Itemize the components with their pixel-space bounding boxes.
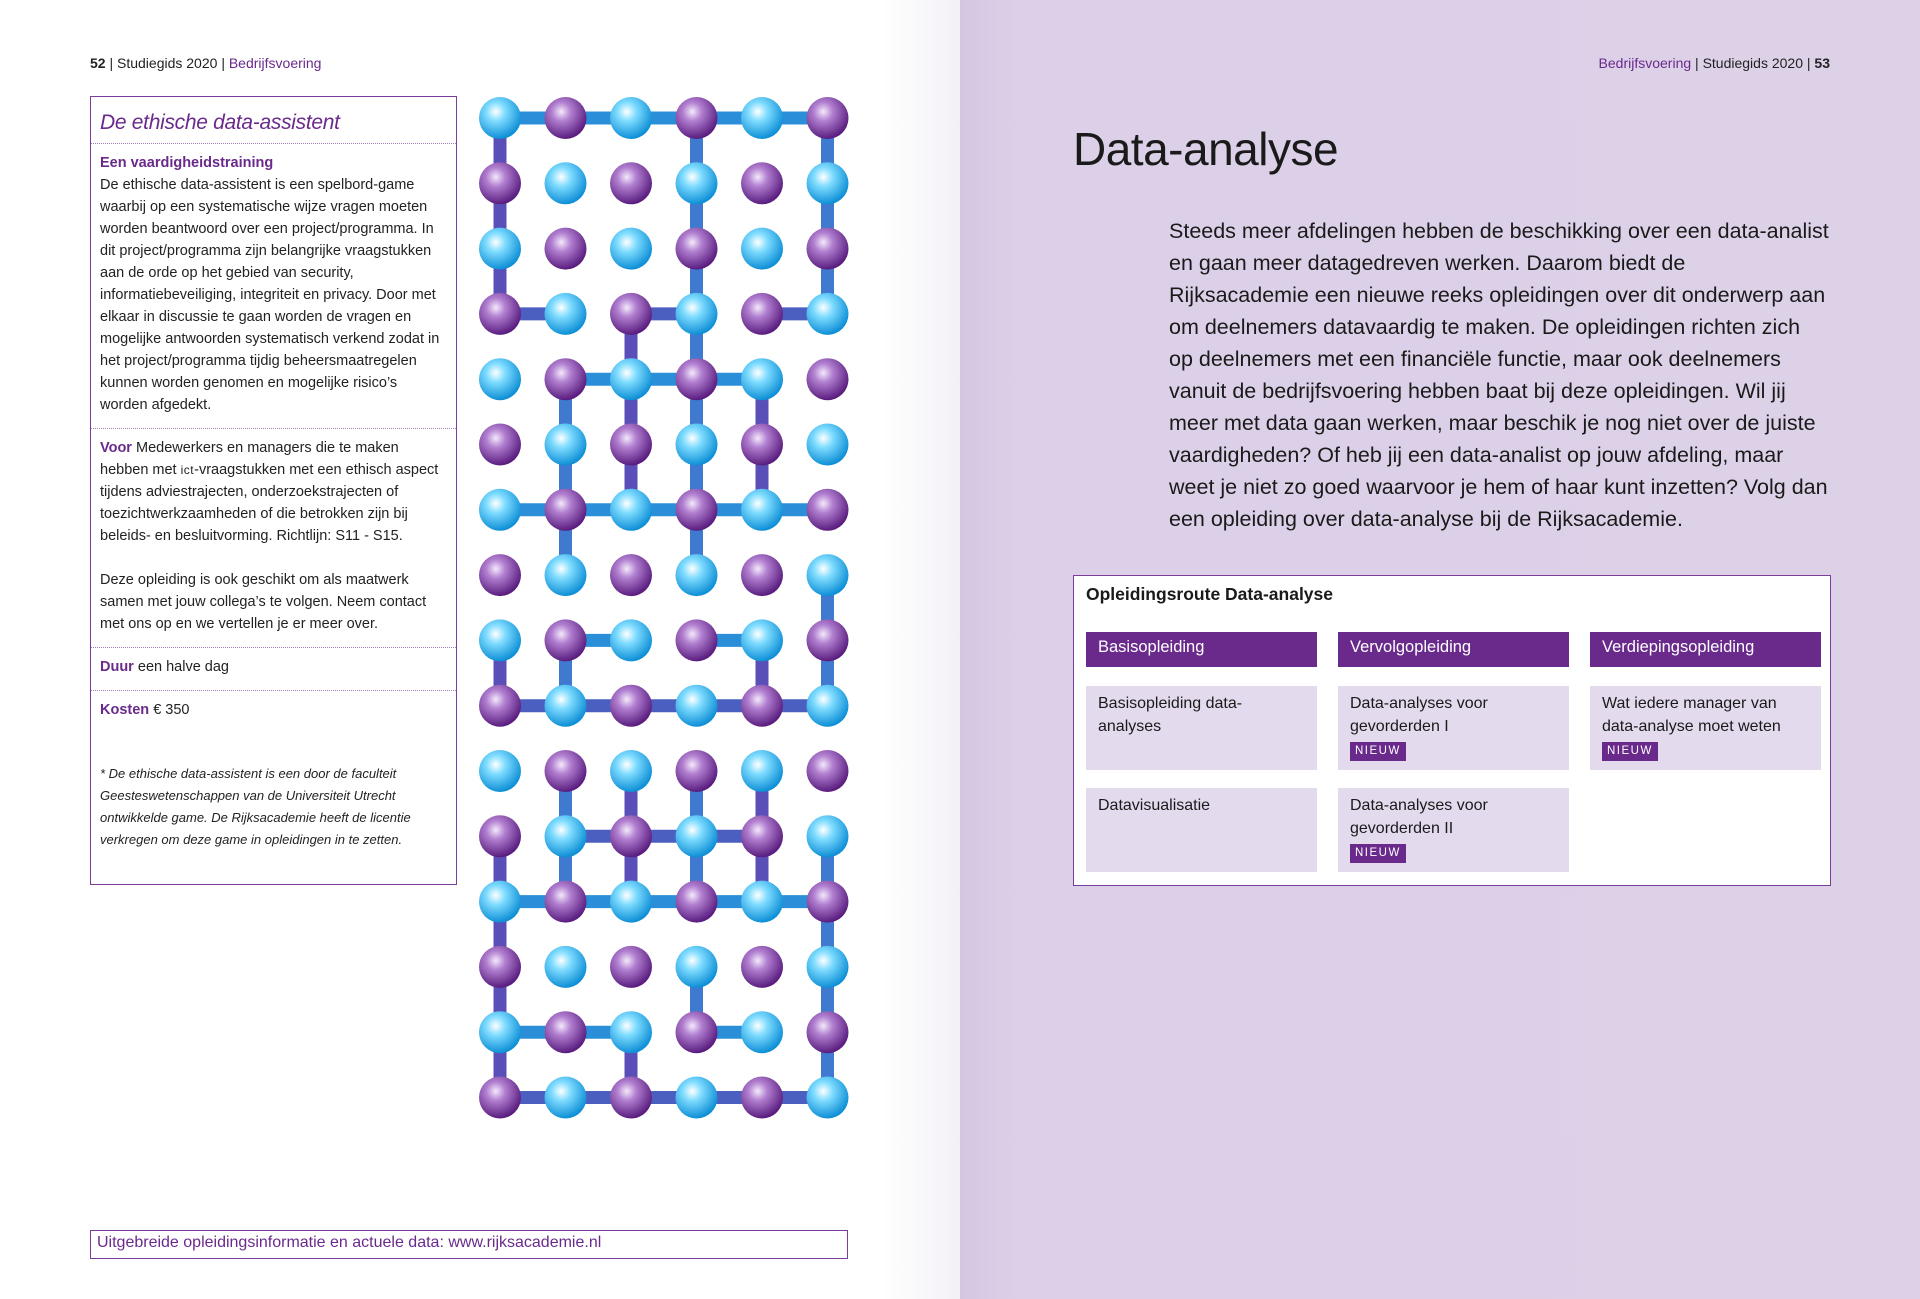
molecule-node (676, 228, 718, 270)
molecule-node (807, 1077, 849, 1119)
new-badge: NIEUW (1602, 742, 1658, 761)
new-badge: NIEUW (1350, 844, 1406, 863)
molecule-node (545, 554, 587, 596)
molecule-node (741, 554, 783, 596)
molecule-node (676, 1077, 718, 1119)
page-number: 53 (1814, 55, 1830, 71)
molecule-node (610, 293, 652, 335)
molecule-node (610, 228, 652, 270)
folio-left: 52 | Studiegids 2020 | Bedrijfsvoering (90, 55, 322, 71)
molecule-node (676, 1011, 718, 1053)
molecule-node (545, 228, 587, 270)
molecule-node (807, 815, 849, 857)
folio-book: Studiegids 2020 (1702, 55, 1803, 71)
molecule-node (741, 750, 783, 792)
course-duration (91, 648, 456, 691)
molecule-node (807, 1011, 849, 1053)
voor-ict: ict (180, 463, 195, 477)
molecule-node (479, 554, 521, 596)
route-title: Opleidingsroute Data-analyse (1086, 584, 1334, 604)
molecule-node (741, 358, 783, 400)
molecule-node (479, 685, 521, 727)
molecule-node (545, 881, 587, 923)
course-subtitle: Een vaardigheidstraining (100, 155, 274, 171)
molecule-node (807, 619, 849, 661)
voor-text-2: -vraagstukken met een ethisch aspect tijdens adviestrajecten, onderzoekstrajecten of toezichtwerkzaamheden of die betrokken zijn bij beleids- en besluitvorming. Richtlijn: S11 - S15. (100, 462, 439, 544)
molecule-node (545, 750, 587, 792)
molecule-node (479, 881, 521, 923)
website-info-bar: Uitgebreide opleidingsinformatie en actuele data: www.rijksacademie.nl (90, 1230, 848, 1259)
molecule-node (479, 162, 521, 204)
molecule-node (545, 424, 587, 466)
kosten-value: € 350 (153, 702, 190, 718)
molecule-node (676, 358, 718, 400)
voor-label: Voor (100, 440, 132, 456)
route-cell-label: Basisopleiding data-analyses (1098, 695, 1243, 735)
molecule-node (676, 946, 718, 988)
molecule-node (610, 685, 652, 727)
molecule-node (741, 424, 783, 466)
molecule-node (610, 489, 652, 531)
molecule-node (807, 228, 849, 270)
molecule-node (741, 881, 783, 923)
molecule-node (741, 946, 783, 988)
molecule-node (676, 424, 718, 466)
molecule-node (807, 881, 849, 923)
voor-text-1: Medewerkers en managers die te maken hebben met (100, 440, 399, 478)
molecule-node (676, 489, 718, 531)
molecule-node (610, 554, 652, 596)
molecule-node (479, 228, 521, 270)
folio-right: Bedrijfsvoering | Studiegids 2020 | 53 (1598, 55, 1830, 71)
molecule-node (479, 1077, 521, 1119)
folio-section: Bedrijfsvoering (228, 55, 322, 71)
route-cell-label: Wat iedere manager van data-analyse moet weten (1602, 695, 1781, 735)
molecule-node (610, 358, 652, 400)
route-cell-label: Data-analyses voor gevorderden II (1350, 797, 1488, 837)
molecule-node (807, 685, 849, 727)
molecule-node (610, 1077, 652, 1119)
molecule-node (676, 815, 718, 857)
molecule-node (807, 750, 849, 792)
molecule-node (807, 293, 849, 335)
molecule-node (676, 162, 718, 204)
molecule-node (807, 162, 849, 204)
molecule-node (545, 358, 587, 400)
route-cell-basis-2[interactable] (1086, 788, 1317, 872)
molecule-node (676, 293, 718, 335)
course-info-box (90, 96, 457, 885)
molecule-node (676, 97, 718, 139)
course-title: De ethische data-assistent (91, 97, 456, 144)
molecule-node (610, 881, 652, 923)
molecule-node (545, 685, 587, 727)
column-header-vervolg: Vervolgopleiding (1338, 632, 1569, 667)
molecule-node (545, 1077, 587, 1119)
route-cell-label: Datavisualisatie (1098, 797, 1211, 814)
molecule-node (610, 946, 652, 988)
molecule-network-illustration (470, 90, 860, 1120)
maatwerk-text: Deze opleiding is ook geschikt om als maatwerk samen met jouw collega’s te volgen. Neem contact met ons op en we vertellen je er meer over. (100, 572, 427, 632)
molecule-node (479, 946, 521, 988)
kosten-label: Kosten (100, 702, 150, 718)
molecule-node (479, 815, 521, 857)
molecule-node (741, 162, 783, 204)
molecule-node (741, 228, 783, 270)
route-cell-label: Data-analyses voor gevorderden I (1350, 695, 1488, 735)
course-costs (91, 691, 456, 733)
molecule-node (545, 815, 587, 857)
molecule-node (545, 293, 587, 335)
route-table (1073, 575, 1831, 886)
molecule-node (676, 554, 718, 596)
molecule-node (610, 162, 652, 204)
molecule-node (741, 97, 783, 139)
molecule-node (545, 619, 587, 661)
molecule-node (610, 619, 652, 661)
molecule-node (807, 358, 849, 400)
molecule-node (741, 815, 783, 857)
molecule-node (479, 97, 521, 139)
duur-label: Duur (100, 659, 134, 675)
molecule-node (807, 554, 849, 596)
molecule-node (807, 97, 849, 139)
molecule-node (741, 619, 783, 661)
molecule-node (741, 489, 783, 531)
course-footnote: * De ethische data-assistent is een door de faculteit Geesteswetenschappen van de Universiteit Utrecht ontwikkelde game. De Rijksacademie heeft de licentie verkregen om deze game in opleidingen in te zetten. (100, 766, 411, 847)
molecule-node (610, 97, 652, 139)
molecule-node (676, 685, 718, 727)
route-cell-basis-1[interactable] (1086, 686, 1317, 770)
new-badge: NIEUW (1350, 742, 1406, 761)
folio-book: Studiegids 2020 (117, 55, 218, 71)
route-cell-vervolg-2[interactable] (1338, 788, 1569, 872)
molecule-node (479, 750, 521, 792)
molecule-node (741, 1077, 783, 1119)
route-cell-vervolg-1[interactable] (1338, 686, 1569, 770)
molecule-node (479, 293, 521, 335)
molecule-node (479, 619, 521, 661)
molecule-node (741, 1011, 783, 1053)
page-number: 52 (90, 55, 106, 71)
duur-value: een halve dag (137, 659, 229, 675)
molecule-node (545, 1011, 587, 1053)
molecule-node (545, 97, 587, 139)
molecule-node (479, 358, 521, 400)
molecule-node (545, 162, 587, 204)
course-description (91, 144, 456, 429)
molecule-node (807, 424, 849, 466)
molecule-node (610, 750, 652, 792)
column-header-basis: Basisopleiding (1086, 632, 1317, 667)
course-description-text: De ethische data-assistent is een spelbord-game waarbij op een systematische wijze vragen moeten worden beantwoord over een project/programma. In dit project/programma zijn belangrijke vraagstukken aan de orde op het gebied van security, informatiebeveiliging, integriteit en privacy. Door met elkaar in discussie te gaan worden de vragen en mogelijke antwoorden systematisch verkend zodat in het project/programma tijdig beheersmaatregelen kunnen worden genomen en mogelijke risico’s worden afgedekt. (100, 177, 440, 413)
molecule-node (676, 750, 718, 792)
page-title: Data-analyse (1073, 123, 1339, 175)
molecule-node (610, 815, 652, 857)
molecule-node (741, 293, 783, 335)
molecule-node (610, 1011, 652, 1053)
molecule-node (610, 424, 652, 466)
folio-section: Bedrijfsvoering (1598, 55, 1692, 71)
molecule-node (807, 946, 849, 988)
molecule-node (479, 489, 521, 531)
molecule-node (545, 946, 587, 988)
molecule-node (807, 489, 849, 531)
molecule-node (479, 1011, 521, 1053)
molecule-node (741, 685, 783, 727)
molecule-node (676, 881, 718, 923)
intro-paragraph: Steeds meer afdelingen hebben de beschikking over een data-analist en gaan meer datagedreven werken. Daarom biedt de Rijksacademie een nieuwe reeks opleidingen over dit onderwerp aan om deelnemers datavaardig te maken. De opleidingen richten zich op deelnemers met een financiële functie, maar ook deelnemers vanuit de bedrijfsvoering hebben baat bij deze opleidingen. Wil jij meer met data gaan werken, maar beschik je nog niet over de juiste vaardigheden? Of heb jij een data-analist op jouw afdeling, maar weet je niet zo goed waarvoor je hem of haar kunt inzetten? Volg dan een opleiding over data-analyse bij de Rijksacademie. (1169, 219, 1829, 531)
molecule-node (676, 619, 718, 661)
course-audience (91, 429, 456, 648)
molecule-node (479, 424, 521, 466)
molecule-node (545, 489, 587, 531)
column-header-verdieping: Verdiepingsopleiding (1590, 632, 1821, 667)
route-cell-verdieping-1[interactable] (1590, 686, 1821, 770)
